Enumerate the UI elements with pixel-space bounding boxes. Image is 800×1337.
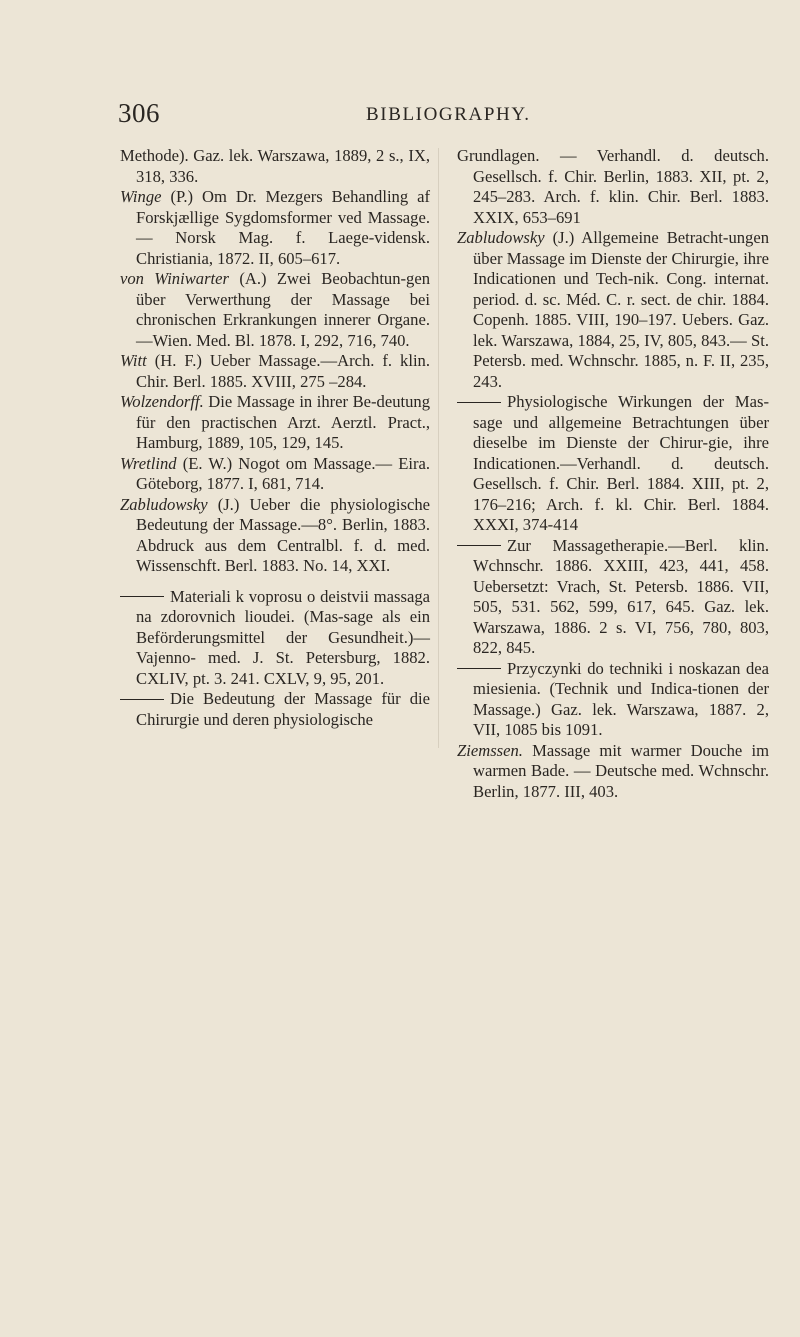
bibliography-entry	[120, 187, 430, 269]
entry-text: Materiali k voprosu o deistvii massaga na zdorovnich lioudei. (Mas-sage als ein Beförderungsmittel der Gesundheit.)— Vajenno- med. J. St. Petersburg, 1882. CXLIV, pt. 3. 241. CXLV, 9, 95, 201.	[136, 586, 430, 688]
bibliography-entry	[457, 228, 769, 392]
entry-text: Przyczynki do techniki i noskazan dea miesienia. (Technik und Indica-tionen der Massage.) Gaz. lek. Warszawa, 1887. 2, VII, 1085 bis 1091.	[473, 658, 769, 739]
entry-text: Massage mit warmer Douche im warmen Bade. — Deutsche med. Wchnschr. Berlin, 1877. III, 403.	[473, 740, 769, 801]
ditto-dash	[457, 545, 501, 546]
bibliography-entry	[120, 146, 430, 187]
entry-author: Zabludowsky	[120, 494, 208, 514]
page-number: 306	[118, 98, 160, 128]
ditto-dash	[120, 699, 164, 700]
bibliography-entry	[457, 392, 769, 536]
entry-author: Ziemssen.	[457, 740, 523, 760]
bibliography-entry	[120, 689, 430, 730]
entry-author: Winge	[120, 187, 162, 206]
bibliography-entry	[120, 392, 430, 454]
entry-text: (P.) Om Dr. Mezgers Behandling af Forskjællige Sygdomsformer ved Massage. — Norsk Mag. f. Laege-vidensk. Christiania, 1872. II, 605–617.	[136, 187, 430, 268]
bibliography-entry	[457, 659, 769, 741]
entry-author: Zabludowsky	[457, 228, 545, 247]
running-head: BIBLIOGRAPHY.	[366, 104, 531, 125]
ditto-dash	[457, 668, 501, 669]
ditto-dash	[457, 402, 501, 403]
entry-author: von Winiwarter	[120, 269, 229, 288]
entry-text: Physiologische Wirkungen der Mas-sage und allgemeine Betrachtungen über dieselbe im Dienste der Chirur-gie, ihre Indicationen.—Verhandl. d. deutsch. Gesellsch. f. Chir. Berl. 1884. XIII, pt. 2, 176–216; Arch. f. kl. Chir. Berl. 1884. XXXI, 374-414	[473, 392, 769, 534]
entry-text: (J.) Allgemeine Betracht-ungen über Massage im Dienste der Chirurgie, ihre Indicationen und Tech-nik. Cong. internat. period. d. sc. Méd. C. r. sect. de chir. 1884. Copenh. 1885. VIII, 190–197. Uebers. Gaz. lek. Warszawa, 1884, 25, IV, 805, 843.— St. Petersb. med. Wchnschr. 1885, n. F. II, 235, 243.	[473, 228, 769, 391]
bibliography-entry	[457, 146, 769, 228]
bibliography-entry	[120, 351, 430, 392]
entry-text: (J.) Ueber die physiologische Bedeutung der Massage.—8°. Berlin, 1883. Abdruck aus dem Centralbl. f. d. med. Wissenschft. Berl. 1883. No. 14, XXI.	[136, 494, 430, 575]
entry-text: Grundlagen. — Verhandl. d. deutsch. Gesellsch. f. Chir. Berlin, 1883. XII, pt. 2, 245–283. Arch. f. klin. Chir. Berl. 1883. XXIX, 653–691	[457, 146, 769, 227]
right-column	[457, 146, 769, 802]
entry-text: Zur Massagetherapie.—Berl. klin. Wchnschr. 1886. XXIII, 423, 441, 458. Uebersetzt: Vrach, St. Petersb. 1886. VII, 505, 531. 562, 599, 617, 645. Gaz. lek. Warszawa, 1886. 2 s. VI, 756, 780, 803, 822, 845.	[473, 535, 769, 657]
bibliography-entry	[120, 495, 430, 577]
bibliography-entry	[457, 536, 769, 659]
entry-author: Witt	[120, 351, 147, 370]
page-header	[118, 98, 778, 132]
bibliography-entry	[457, 741, 769, 803]
column-divider	[438, 148, 439, 748]
entry-text: Methode). Gaz. lek. Warszawa, 1889, 2 s., IX, 318, 336.	[120, 146, 430, 186]
bibliography-entry	[120, 269, 430, 351]
entry-text: (E. W.) Nogot om Massage.— Eira. Göteborg, 1877. I, 681, 714.	[136, 453, 430, 493]
entry-author: Wretlind	[120, 453, 177, 473]
entry-text: (H. F.) Ueber Massage.—Arch. f. klin. Chir. Berl. 1885. XVIII, 275 –284.	[136, 351, 430, 391]
entry-text: (A.) Zwei Beobachtun-gen über Verwerthung der Massage bei chronischen Erkrankungen innerer Organe.—Wien. Med. Bl. 1878. I, 292, 716, 740.	[136, 269, 431, 350]
ditto-dash	[120, 596, 164, 597]
entry-spacer	[120, 577, 430, 587]
bibliography-entry	[120, 587, 430, 690]
entry-author: Wolzendorff.	[120, 392, 204, 411]
entry-text: Die Massage in ihrer Be-deutung für den practischen Arzt. Aerztl. Pract., Hamburg, 1889, 105, 129, 145.	[136, 392, 430, 452]
entry-text: Die Bedeutung der Massage für die Chirurgie und deren physiologische	[136, 689, 430, 729]
bibliography-entry	[120, 454, 430, 495]
left-column	[120, 146, 430, 730]
